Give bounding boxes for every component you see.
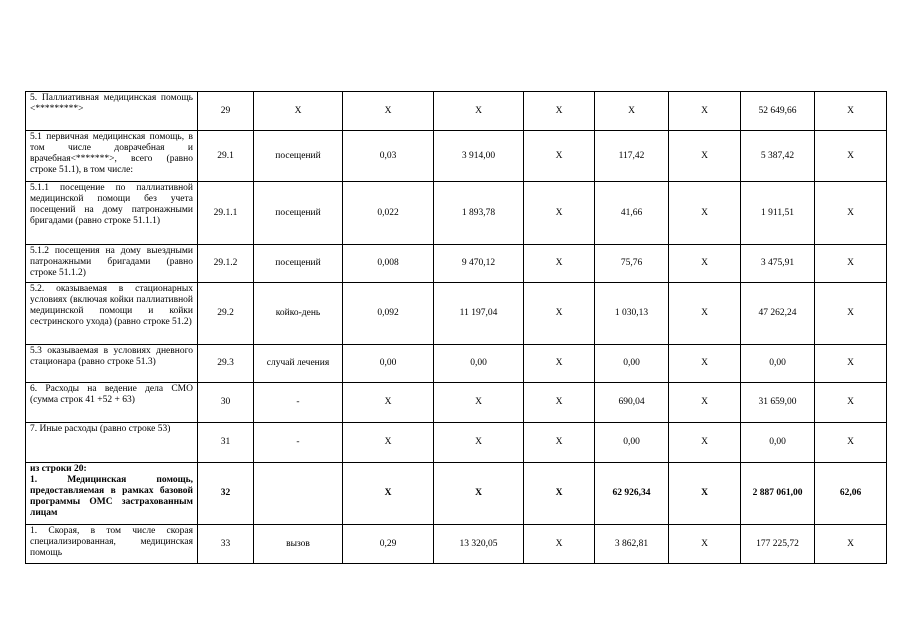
col4-cell: 690,04: [595, 383, 669, 423]
col4-cell: 0,00: [595, 423, 669, 463]
col1-cell: 0,008: [343, 245, 434, 283]
col3-cell: Х: [524, 383, 595, 423]
row-name-cell: 5.2. оказываемая в стационарных условиях (включая койки паллиативной медицинской помощи и койки сестринского ухода) (равно строке 51.2): [26, 283, 198, 345]
unit-cell: вызов: [254, 525, 343, 564]
col3-cell: Х: [524, 92, 595, 131]
table-row: [26, 283, 887, 345]
col3-cell: Х: [524, 245, 595, 283]
unit-cell: -: [254, 423, 343, 463]
col3-cell: Х: [524, 525, 595, 564]
table-row: [26, 345, 887, 383]
row-number-cell: 29.1.2: [198, 245, 254, 283]
col3-cell: Х: [524, 345, 595, 383]
row-number-cell: 32: [198, 463, 254, 525]
col4-cell: 0,00: [595, 345, 669, 383]
col1-cell: Х: [343, 92, 434, 131]
col2-cell: Х: [434, 423, 524, 463]
col5-cell: Х: [669, 463, 741, 525]
col3-cell: Х: [524, 423, 595, 463]
col3-cell: Х: [524, 131, 595, 182]
col3-cell: Х: [524, 463, 595, 525]
col5-cell: Х: [669, 182, 741, 245]
col1-cell: Х: [343, 383, 434, 423]
col2-cell: 11 197,04: [434, 283, 524, 345]
table-row: [26, 525, 887, 564]
unit-cell: посещений: [254, 131, 343, 182]
row-number-cell: 33: [198, 525, 254, 564]
row-number-cell: 29.1.1: [198, 182, 254, 245]
table-row: [26, 92, 887, 131]
col7-cell: Х: [815, 92, 887, 131]
row-name-cell: 5.1 первичная медицинская помощь, в том числе доврачебная и врачебная<*******>, всего (равно строке 51.1), в том числе:: [26, 131, 198, 182]
col1-cell: Х: [343, 423, 434, 463]
row-number-cell: 29: [198, 92, 254, 131]
col4-cell: 41,66: [595, 182, 669, 245]
col6-cell: 2 887 061,00: [741, 463, 815, 525]
col6-cell: 52 649,66: [741, 92, 815, 131]
row-name-cell: 5. Паллиативная медицинская помощь <*********>: [26, 92, 198, 131]
col4-cell: 117,42: [595, 131, 669, 182]
table-row: [26, 182, 887, 245]
row-name-cell: 5.3 оказываемая в условиях дневного стационара (равно строке 51.3): [26, 345, 198, 383]
col6-cell: 47 262,24: [741, 283, 815, 345]
table-row: [26, 245, 887, 283]
row-name-cell: из строки 20: 1. Медицинская помощь, предоставляемая в рамках базовой программы ОМС застрахованным лицам: [26, 463, 198, 525]
col6-cell: 3 475,91: [741, 245, 815, 283]
col2-cell: 13 320,05: [434, 525, 524, 564]
data-table: [25, 91, 887, 564]
col5-cell: Х: [669, 383, 741, 423]
col7-cell: Х: [815, 245, 887, 283]
unit-cell: посещений: [254, 182, 343, 245]
col4-cell: Х: [595, 92, 669, 131]
row-number-cell: 31: [198, 423, 254, 463]
unit-cell: [254, 463, 343, 525]
col7-cell: Х: [815, 182, 887, 245]
row-name-cell: 7. Иные расходы (равно строке 53): [26, 423, 198, 463]
col6-cell: 177 225,72: [741, 525, 815, 564]
col2-cell: 0,00: [434, 345, 524, 383]
table-row: [26, 423, 887, 463]
col6-cell: 5 387,42: [741, 131, 815, 182]
col3-cell: Х: [524, 283, 595, 345]
col4-cell: 62 926,34: [595, 463, 669, 525]
col7-cell: Х: [815, 131, 887, 182]
col5-cell: Х: [669, 525, 741, 564]
row-name-cell: 5.1.1 посещение по паллиативной медицинской помощи без учета посещений на дому патронажными бригадами (равно строке 51.1.1): [26, 182, 198, 245]
col3-cell: Х: [524, 182, 595, 245]
col6-cell: 1 911,51: [741, 182, 815, 245]
col7-cell: Х: [815, 383, 887, 423]
col2-cell: Х: [434, 92, 524, 131]
table-row: [26, 131, 887, 182]
col6-cell: 0,00: [741, 345, 815, 383]
row-number-cell: 29.1: [198, 131, 254, 182]
col7-cell: Х: [815, 423, 887, 463]
col1-cell: 0,03: [343, 131, 434, 182]
col1-cell: 0,022: [343, 182, 434, 245]
col4-cell: 75,76: [595, 245, 669, 283]
unit-cell: посещений: [254, 245, 343, 283]
col1-cell: 0,092: [343, 283, 434, 345]
col7-cell: Х: [815, 525, 887, 564]
unit-cell: случай лечения: [254, 345, 343, 383]
col2-cell: 9 470,12: [434, 245, 524, 283]
unit-cell: -: [254, 383, 343, 423]
row-name-cell: 6. Расходы на ведение дела СМО (сумма строк 41 +52 + 63): [26, 383, 198, 423]
col1-cell: 0,29: [343, 525, 434, 564]
table-row: [26, 463, 887, 525]
col2-cell: Х: [434, 463, 524, 525]
col6-cell: 0,00: [741, 423, 815, 463]
col5-cell: Х: [669, 131, 741, 182]
table-row: [26, 383, 887, 423]
row-number-cell: 29.2: [198, 283, 254, 345]
col5-cell: Х: [669, 92, 741, 131]
row-number-cell: 30: [198, 383, 254, 423]
col2-cell: 1 893,78: [434, 182, 524, 245]
col7-cell: 62,06: [815, 463, 887, 525]
col6-cell: 31 659,00: [741, 383, 815, 423]
col1-cell: 0,00: [343, 345, 434, 383]
col7-cell: Х: [815, 345, 887, 383]
row-number-cell: 29.3: [198, 345, 254, 383]
col2-cell: 3 914,00: [434, 131, 524, 182]
col1-cell: Х: [343, 463, 434, 525]
row-name-cell: 1. Скорая, в том числе скорая специализированная, медицинская помощь: [26, 525, 198, 564]
unit-cell: койко-день: [254, 283, 343, 345]
unit-cell: Х: [254, 92, 343, 131]
col5-cell: Х: [669, 283, 741, 345]
col5-cell: Х: [669, 245, 741, 283]
col4-cell: 3 862,81: [595, 525, 669, 564]
col5-cell: Х: [669, 423, 741, 463]
col4-cell: 1 030,13: [595, 283, 669, 345]
col7-cell: Х: [815, 283, 887, 345]
col2-cell: Х: [434, 383, 524, 423]
col5-cell: Х: [669, 345, 741, 383]
row-name-cell: 5.1.2 посещения на дому выездными патронажными бригадами (равно строке 51.1.2): [26, 245, 198, 283]
